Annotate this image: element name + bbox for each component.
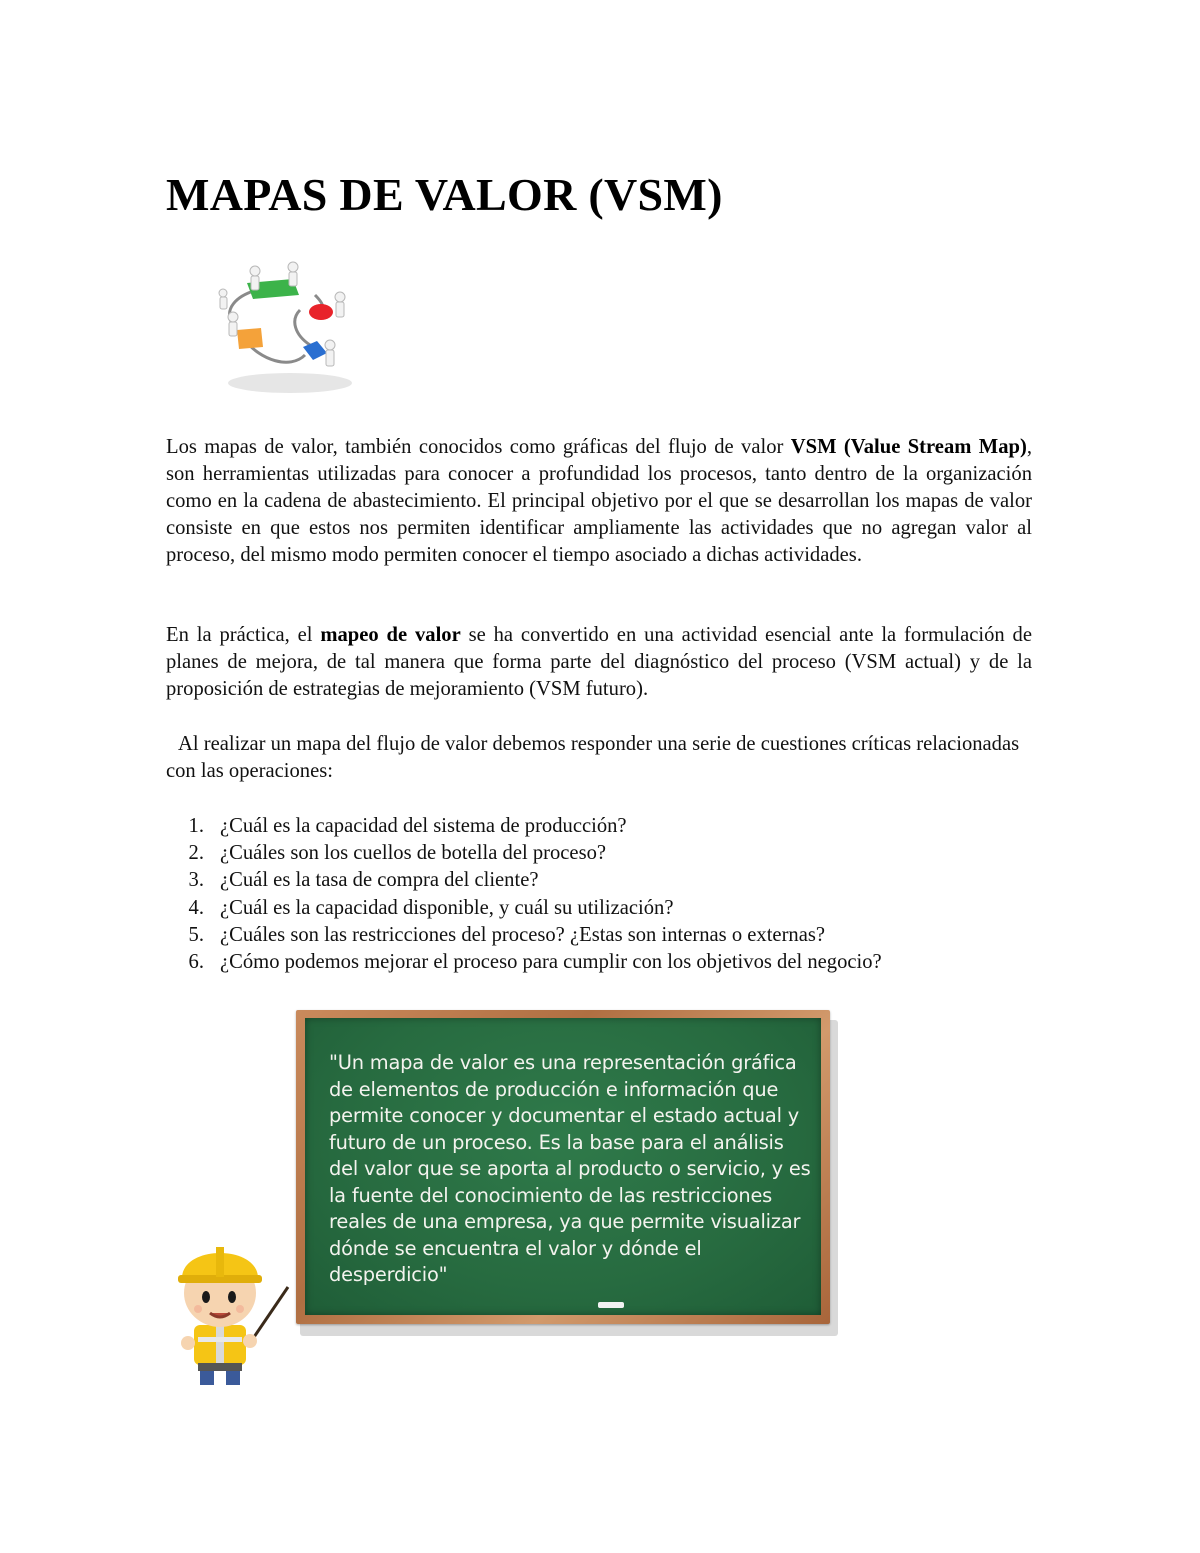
list-item: 2. ¿Cuáles son los cuellos de botella del proceso?	[188, 842, 607, 865]
questions-intro: Al realizar un mapa del flujo de valor debemos responder una serie de cuestiones críticas relacionadas con las operaciones:	[166, 733, 1020, 782]
practice-paragraph: En la práctica, el mapeo de valor se ha convertido en una actividad esencial ante la formulación de planes de mejora, de tal manera que forma parte del diagnóstico del proceso (VSM actual) y de la proposición de estrategias de mejoramiento (VSM futuro).	[166, 624, 1032, 700]
page-title: MAPAS DE VALOR (VSM)	[166, 169, 723, 220]
construction-worker-icon	[170, 1225, 295, 1390]
red-node-shape	[309, 304, 333, 320]
chalkboard-quote: "Un mapa de valor es una representación gráfica de elementos de producción e información que permite conocer y documentar el estado actual y futuro de un proceso. Es la base para el análisis del valor que se aporta al producto o servicio, y es la fuente del conocimiento de las restricciones reales de una empresa, ya que permite visualizar dónde se encuentra el valor y dónde el desperdicio"	[329, 1051, 811, 1286]
process-flow-icon	[205, 255, 365, 405]
questions-list	[166, 813, 1032, 976]
list-item: 1. ¿Cuál es la capacidad del sistema de producción?	[188, 815, 627, 837]
list-item: 4. ¿Cuál es la capacidad disponible, y cuál su utilización?	[188, 896, 674, 919]
list-item: 6. ¿Cómo podemos mejorar el proceso para cumplir con los objetivos del negocio?	[188, 951, 882, 974]
chalkboard-frame	[296, 1010, 830, 1324]
chalkboard	[296, 1010, 838, 1336]
intro-paragraph: Los mapas de valor, también conocidos como gráficas del flujo de valor VSM (Value Stream Map), son herramientas utilizadas para conocer a profundidad los procesos, tanto dentro de la organización como en la cadena de abastecimiento. El principal objetivo por el que se desarrollan los mapas de valor consiste en que estos nos permiten identificar ampliamente las actividades que no agregan valor al proceso, del mismo modo permiten conocer el tiempo asociado a dichas actividades.	[166, 436, 1032, 566]
mapeo-term: mapeo de valor	[320, 624, 461, 646]
orange-node-shape	[237, 328, 263, 349]
list-item: 3. ¿Cuál es la tasa de compra del cliente?	[188, 869, 539, 892]
list-item: 5. ¿Cuáles son las restricciones del proceso? ¿Estas son internas o externas?	[188, 923, 826, 946]
vsm-term: VSM (Value Stream Map)	[790, 436, 1027, 458]
chalk-stick-icon	[598, 1302, 624, 1308]
chalkboard-surface	[305, 1018, 821, 1315]
